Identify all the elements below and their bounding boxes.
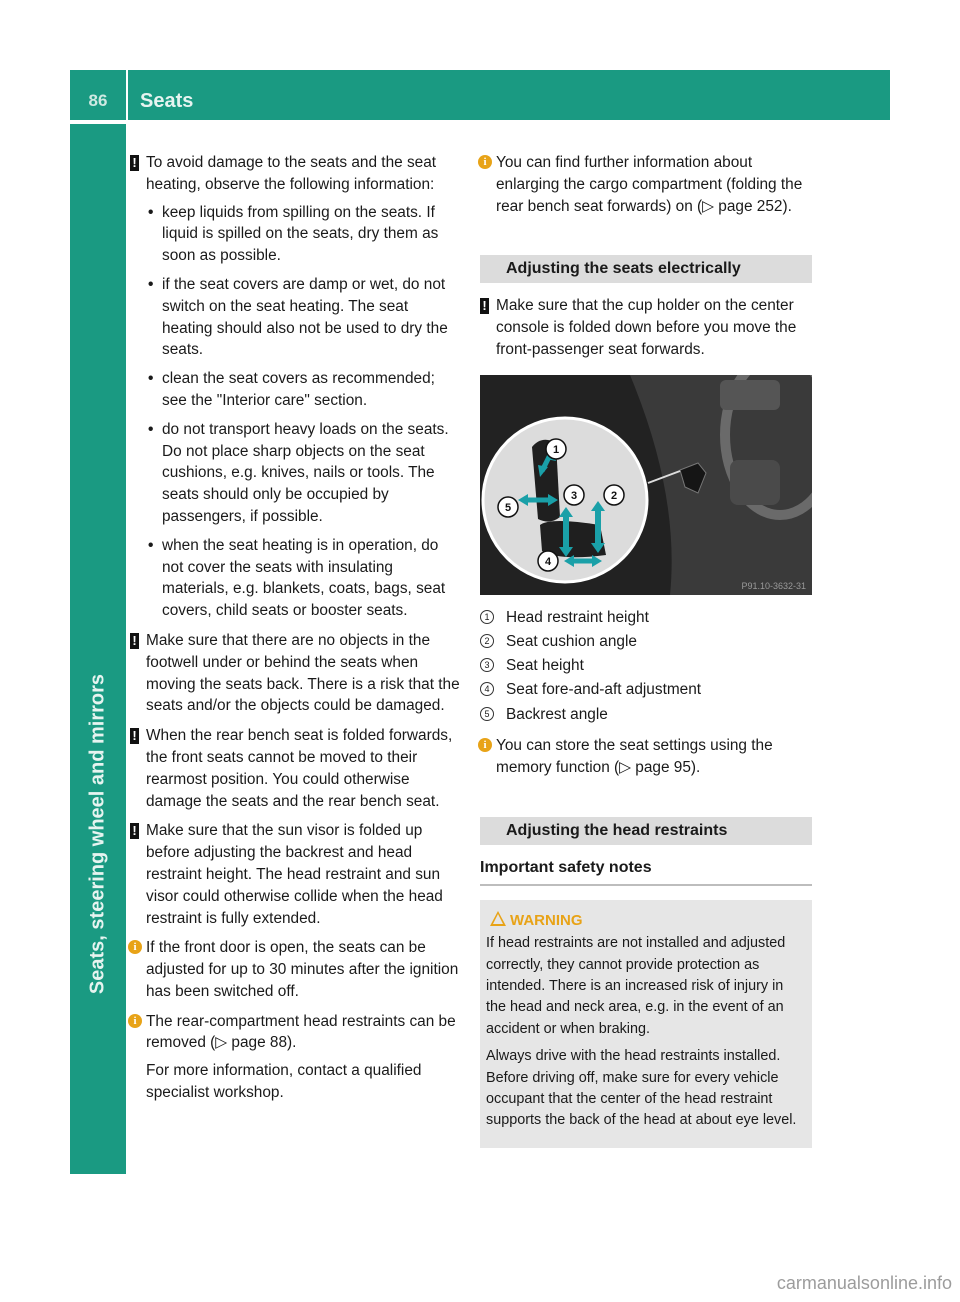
header-divider bbox=[126, 70, 128, 120]
bullet-list bbox=[146, 202, 461, 622]
exclamation-icon: ! bbox=[130, 633, 139, 649]
subheading-safety-notes: Important safety notes bbox=[480, 857, 812, 886]
list-item-text: clean the seat covers as recommended; see the "Interior care" section. bbox=[162, 370, 435, 409]
note-text: You can find further information about enlarging the cargo compartment (folding the rear bench seat forwards) on (▷ page 252). bbox=[496, 154, 803, 215]
info-icon: i bbox=[478, 738, 492, 752]
figure-legend bbox=[480, 607, 812, 726]
exclamation-icon: ! bbox=[130, 823, 139, 839]
warning-title-text: WARNING bbox=[510, 911, 583, 929]
note-text: When the rear bench seat is folded forwards, the front seats cannot be moved to their rearmost position. You could otherwise damage the seats and the rear bench seat. bbox=[146, 727, 453, 810]
list-item bbox=[146, 419, 461, 528]
list-item bbox=[146, 202, 461, 267]
exclamation-icon: ! bbox=[130, 728, 139, 744]
legend-label: Seat height bbox=[506, 657, 584, 675]
legend-item bbox=[480, 607, 812, 629]
caution-note-rear-bench bbox=[130, 725, 461, 812]
warning-box bbox=[480, 900, 812, 1148]
page-number: 86 bbox=[88, 91, 108, 110]
caution-note-seat-heating bbox=[130, 152, 461, 622]
info-icon: i bbox=[128, 940, 142, 954]
warning-triangle-icon bbox=[490, 911, 506, 926]
callout-2-label: 2 bbox=[610, 489, 618, 502]
legend-number: 5 bbox=[480, 707, 494, 721]
bullet-icon: • bbox=[148, 370, 154, 388]
legend-item bbox=[480, 655, 812, 677]
seat-controls-illustration bbox=[480, 375, 812, 595]
note-text: You can store the seat settings using the memory function (▷ page 95). bbox=[496, 737, 773, 777]
legend-number: 4 bbox=[480, 682, 494, 696]
info-icon: i bbox=[128, 1014, 142, 1028]
note-text: Make sure that there are no objects in the footwell under or behind the seats when moving the seats back. There is a risk that the seats and/or the objects could be damaged. bbox=[146, 631, 460, 715]
page-title: Seats bbox=[140, 90, 194, 112]
list-item-text: when the seat heating is in operation, do not cover the seats with insulating materials, e.g. blankets, coats, bags, seat covers, child seats or booster seats. bbox=[162, 536, 446, 620]
note-text-more: For more information, contact a qualified specialist workshop. bbox=[146, 1062, 422, 1102]
callout-1-label: 1 bbox=[552, 443, 560, 456]
note-text: Make sure that the sun visor is folded up before adjusting the backrest and head restraint height. The head restraint and sun visor could otherwise collide when the head restraint is fully extended. bbox=[146, 822, 443, 927]
bullet-icon: • bbox=[148, 275, 154, 293]
bullet-icon: • bbox=[148, 203, 154, 221]
legend-label: Seat cushion angle bbox=[506, 632, 637, 650]
warning-paragraph: If head restraints are not installed and adjusted correctly, they cannot provide protection as intended. There is an increased risk of injury in the head and neck area, e.g. in the event of an accident or when braking. bbox=[486, 935, 786, 1037]
legend-item bbox=[480, 631, 812, 653]
legend-label: Backrest angle bbox=[506, 705, 608, 723]
figure-code: P91.10-3632-31 bbox=[741, 580, 806, 591]
legend-item bbox=[480, 679, 812, 701]
list-item bbox=[146, 535, 461, 622]
note-text: If the front door is open, the seats can be adjusted for up to 30 minutes after the ignition has been switched off. bbox=[146, 939, 459, 1000]
warning-title bbox=[486, 910, 804, 931]
note-text: The rear-compartment head restraints can be removed (▷ page 88). bbox=[146, 1012, 456, 1052]
legend-number: 1 bbox=[480, 610, 494, 624]
side-tab-label: Seats, steering wheel and mirrors bbox=[86, 673, 109, 995]
bullet-icon: • bbox=[148, 420, 154, 438]
info-note-memory bbox=[480, 735, 812, 779]
caution-note-cup-holder bbox=[480, 295, 812, 360]
exclamation-icon: ! bbox=[480, 298, 489, 314]
note-text: To avoid damage to the seats and the seat heating, observe the following information: bbox=[146, 154, 437, 193]
exclamation-icon: ! bbox=[130, 155, 139, 171]
list-item-text: keep liquids from spilling on the seats. If liquid is spilled on the seats, dry them as soon as possible. bbox=[162, 203, 439, 265]
list-item bbox=[146, 274, 461, 361]
info-note-head-restraints bbox=[130, 1011, 461, 1104]
callout-5-label: 5 bbox=[504, 501, 512, 514]
list-item bbox=[146, 368, 461, 412]
info-note-door-open bbox=[130, 937, 461, 1002]
legend-item bbox=[480, 704, 812, 726]
list-item-text: if the seat covers are damp or wet, do not switch on the seat heating. The seat heating should also not be used to dry the seats. bbox=[162, 275, 448, 359]
side-tab-label-wrap bbox=[70, 124, 126, 1174]
legend-label: Head restraint height bbox=[506, 608, 649, 626]
caution-note-sun-visor bbox=[130, 820, 461, 929]
legend-label: Seat fore-and-aft adjustment bbox=[506, 681, 702, 699]
section-heading-head-restraints: Adjusting the head restraints bbox=[480, 817, 812, 845]
info-note-cargo bbox=[480, 152, 812, 217]
section-heading-seats-electric: Adjusting the seats electrically bbox=[480, 255, 812, 283]
legend-number: 3 bbox=[480, 658, 494, 672]
warning-paragraph: Always drive with the head restraints installed. Before driving off, make sure for every vehicle occupant that the center of the head restraint supports the back of the head at about eye level. bbox=[486, 1048, 797, 1129]
legend-number: 2 bbox=[480, 634, 494, 648]
callout-3-label: 3 bbox=[570, 489, 578, 502]
left-column bbox=[130, 152, 461, 1112]
seat-controls-figure bbox=[480, 375, 812, 595]
info-icon: i bbox=[478, 155, 492, 169]
watermark: carmanualsonline.info bbox=[776, 1273, 952, 1293]
list-item-text: do not transport heavy loads on the seats. Do not place sharp objects on the seat cushions, e.g. knives, nails or tools. The seats should only be occupied by passengers, if possible. bbox=[162, 420, 449, 525]
caution-note-footwell bbox=[130, 630, 461, 717]
right-column bbox=[480, 152, 812, 1148]
callout-4-label: 4 bbox=[544, 555, 552, 568]
bullet-icon: • bbox=[148, 536, 154, 554]
note-text: Make sure that the cup holder on the center console is folded down before you move the front-passenger seat forwards. bbox=[496, 297, 797, 358]
